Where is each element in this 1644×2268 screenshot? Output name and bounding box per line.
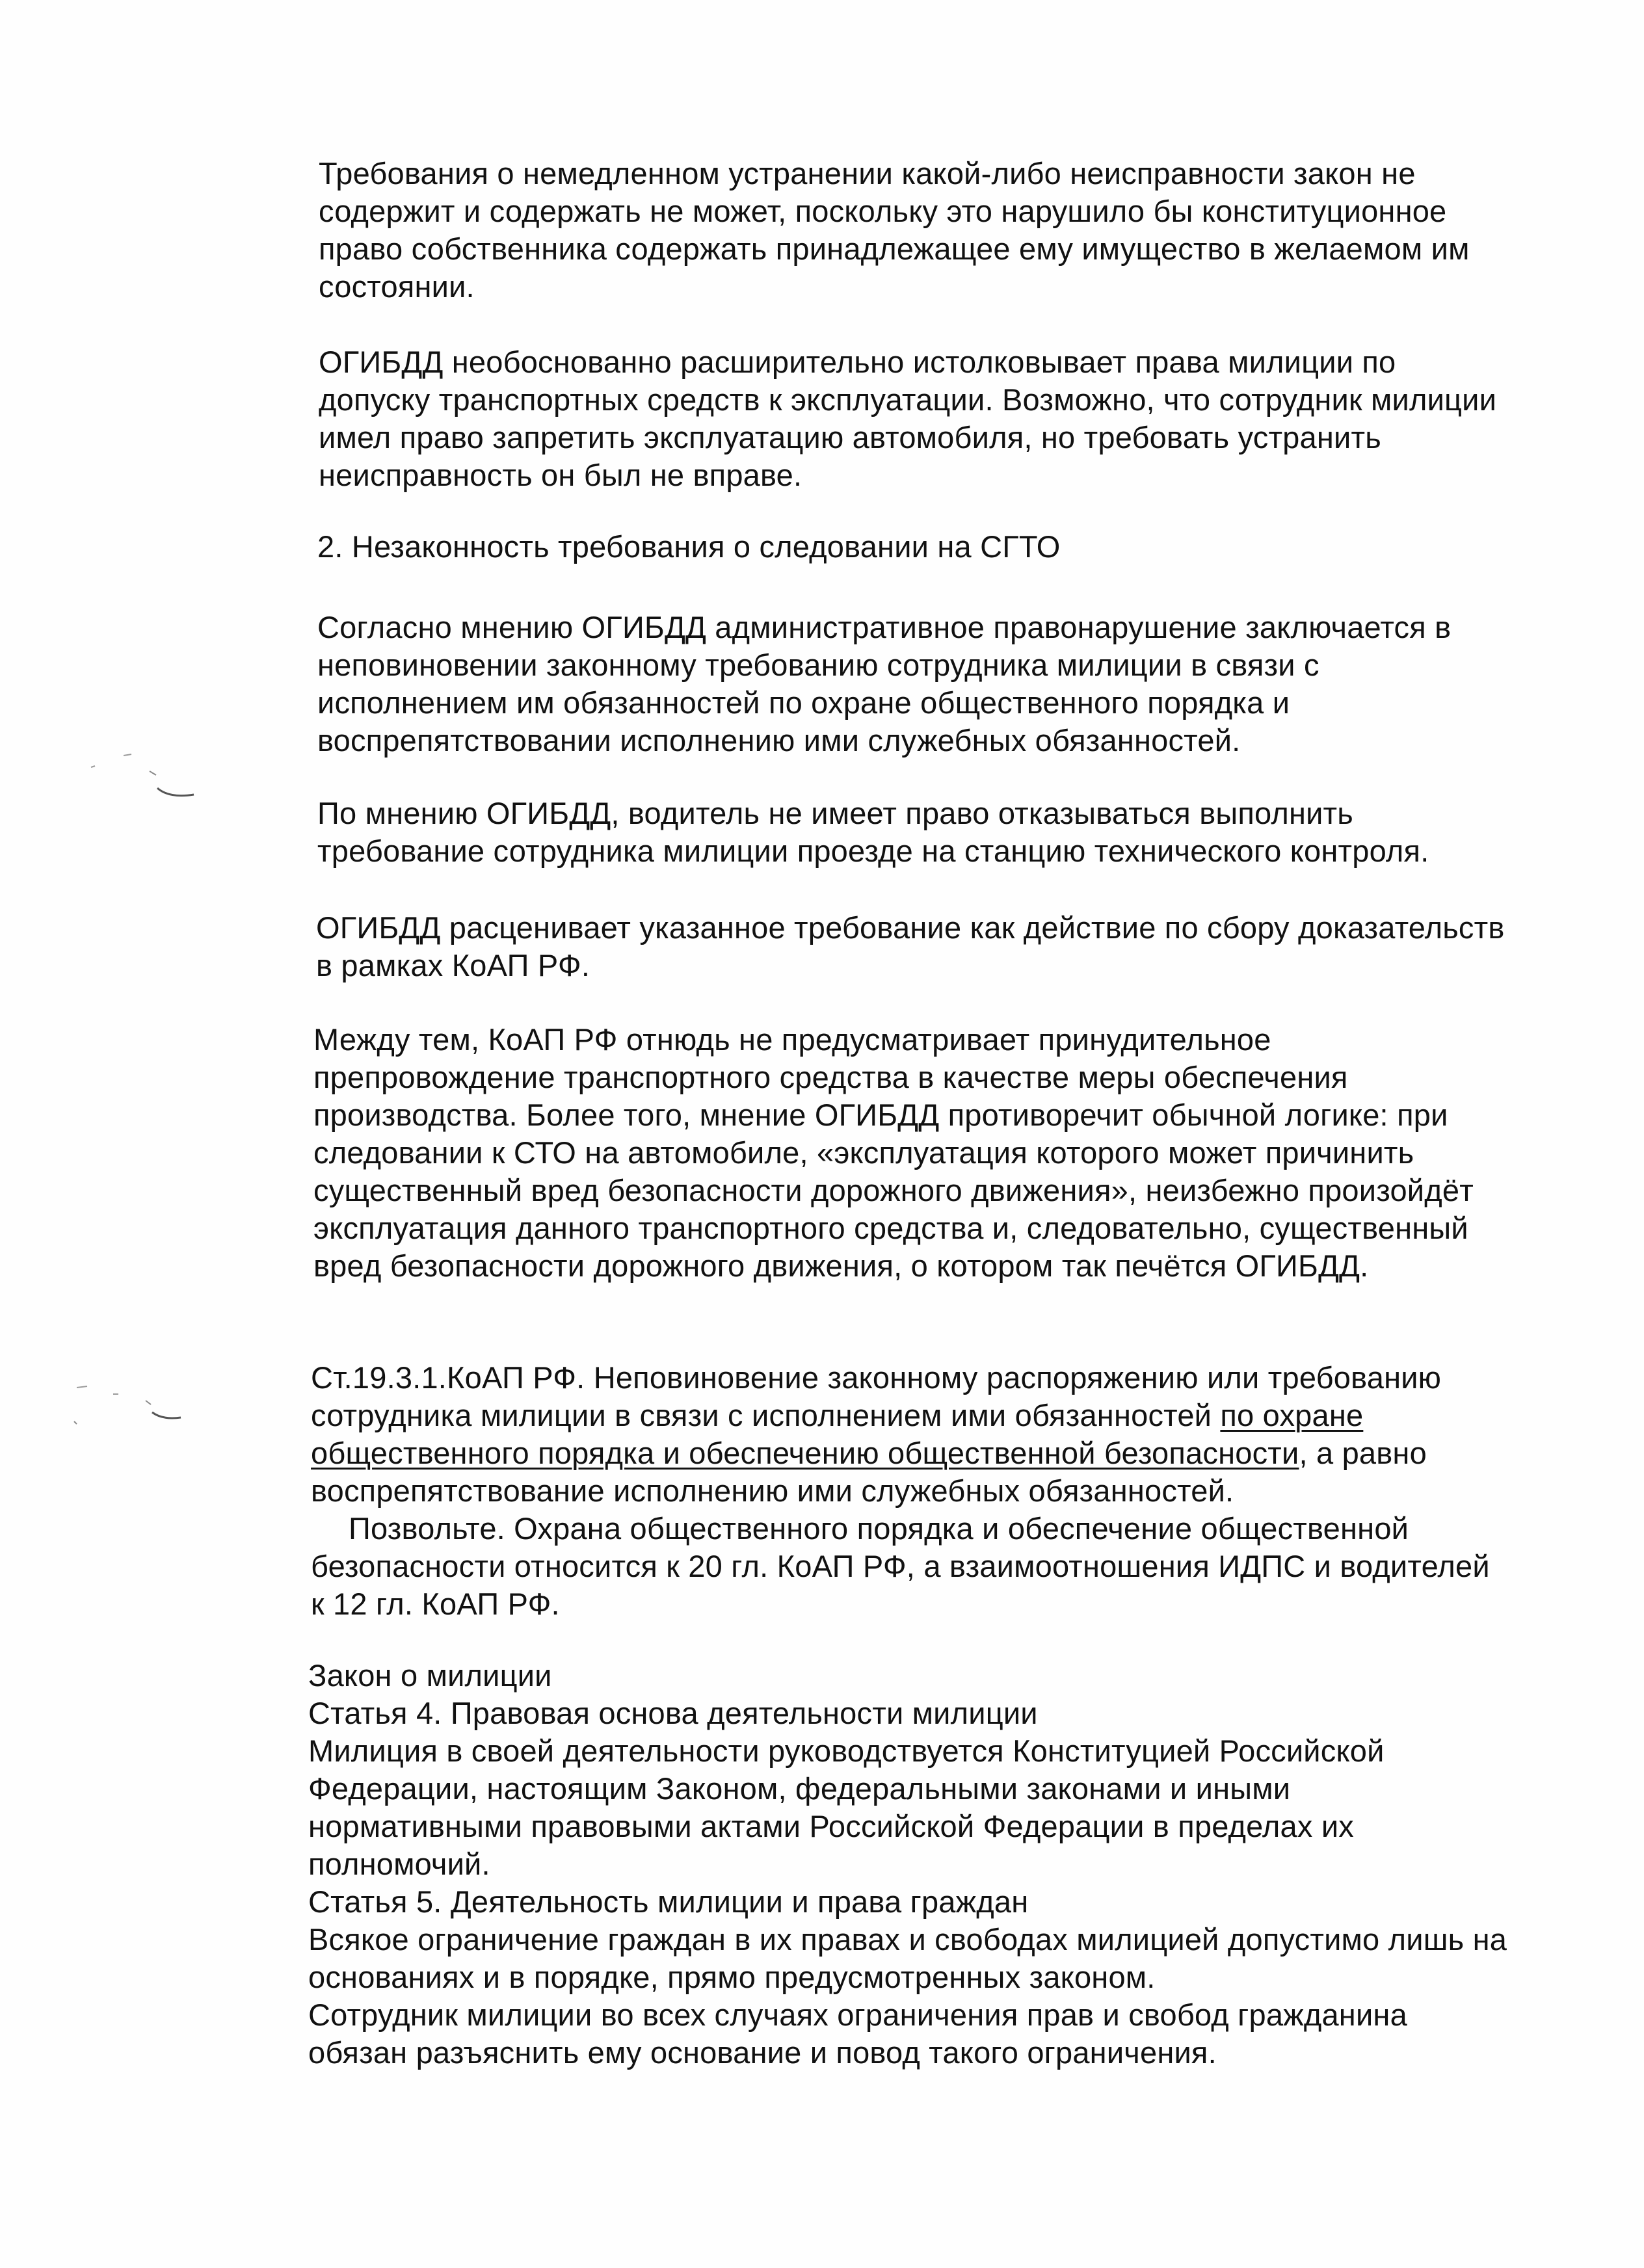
text-line: Позвольте. Охрана общественного порядка и обеспечение общественной — [349, 1511, 1409, 1546]
underlined-text: по охране — [1220, 1398, 1364, 1432]
text-line: препровождение транспортного средства в качестве меры обеспечения — [313, 1060, 1348, 1094]
text-line: следовании к СТО на автомобиле, «эксплуатация которого может причинить — [313, 1135, 1414, 1170]
margin-pencil-mark-lower — [65, 1372, 208, 1450]
text-line: имел право запретить эксплуатацию автомобиля, но требовать устранить — [319, 420, 1381, 455]
text-line: Статья 4. Правовая основа деятельности милиции — [308, 1696, 1038, 1730]
text-line: вред безопасности дорожного движения, о котором так печётся ОГИБДД. — [313, 1248, 1369, 1283]
text-line: полномочий. — [308, 1847, 490, 1881]
text-line: воспрепятствование исполнению ими служебных обязанностей. — [311, 1473, 1234, 1508]
text-line: Статья 5. Деятельность милиции и права граждан — [308, 1884, 1029, 1919]
text-line: неповиновении законному требованию сотрудника милиции в связи с — [317, 648, 1319, 682]
paragraph-ogibdd-interpretation — [319, 343, 1496, 494]
margin-pencil-mark-upper — [85, 741, 215, 819]
section-heading-text: 2. Незаконность требования о следовании на СГТО — [317, 529, 1061, 564]
text-segment: сотрудника милиции в связи с исполнением ими обязанностей — [311, 1398, 1221, 1432]
text-line: производства. Более того, мнение ОГИБДД противоречит обычной логике: при — [313, 1098, 1448, 1132]
text-line: обязан разъяснить ему основание и повод такого ограничения. — [308, 2035, 1217, 2070]
text-line: воспрепятствовании исполнению ими служебных обязанностей. — [317, 723, 1241, 758]
text-line: Между тем, КоАП РФ отнюдь не предусматривает принудительное — [313, 1022, 1271, 1057]
text-line: Всякое ограничение граждан в их правах и свободах милицией допустимо лишь на — [308, 1922, 1507, 1957]
text-line — [311, 1397, 1490, 1434]
text-line: Ст.19.3.1.КоАП РФ. Неповиновение законному распоряжению или требованию — [311, 1360, 1442, 1395]
text-line: безопасности относится к 20 гл. КоАП РФ, а взаимоотношения ИДПС и водителей — [311, 1549, 1490, 1583]
paragraph-driver-refusal — [317, 795, 1429, 870]
text-line: Закон о милиции — [308, 1658, 552, 1693]
paragraph-koap-logic — [313, 1021, 1474, 1285]
paragraph-police-law — [308, 1657, 1507, 2072]
text-line: неисправность он был не вправе. — [319, 458, 802, 492]
paragraph-article-19-3-1 — [311, 1359, 1490, 1623]
section-heading — [317, 528, 1060, 566]
text-segment: , а равно — [1299, 1436, 1427, 1470]
text-line: в рамках КоАП РФ. — [316, 948, 590, 982]
text-line: основаниях и в порядке, прямо предусмотренных законом. — [308, 1960, 1156, 1994]
paragraph-evidence-collection — [316, 909, 1504, 984]
text-line: эксплуатация данного транспортного средства и, следовательно, существенный — [313, 1211, 1468, 1245]
text-line — [311, 1434, 1490, 1472]
text-line: допуску транспортных средств к эксплуатации. Возможно, что сотрудник милиции — [319, 382, 1497, 417]
text-line: состоянии. — [319, 269, 475, 304]
text-line: По мнению ОГИБДД, водитель не имеет право отказываться выполнить — [317, 796, 1353, 830]
paragraph-ogibdd-opinion — [317, 609, 1451, 759]
text-line: Требования о немедленном устранении какой-либо неисправности закон не — [319, 156, 1416, 191]
text-line: Милиция в своей деятельности руководствуется Конституцией Российской — [308, 1734, 1385, 1768]
paragraph-requirement-repair — [319, 155, 1470, 306]
text-line: нормативными правовыми актами Российской Федерации в пределах их — [308, 1809, 1354, 1843]
text-line: существенный вред безопасности дорожного движения», неизбежно произойдёт — [313, 1173, 1474, 1207]
text-line: к 12 гл. КоАП РФ. — [311, 1587, 560, 1621]
text-line: содержит и содержать не может, поскольку это нарушило бы конституционное — [319, 194, 1447, 228]
text-line: Сотрудник милиции во всех случаях ограничения прав и свобод гражданина — [308, 1998, 1407, 2032]
text-line: Федерации, настоящим Законом, федеральными законами и иными — [308, 1771, 1291, 1806]
text-line: исполнением им обязанностей по охране общественного порядка и — [317, 685, 1290, 720]
text-line: ОГИБДД расценивает указанное требование как действие по сбору доказательств — [316, 910, 1505, 945]
text-line: ОГИБДД необоснованно расширительно истолковывает права милиции по — [319, 345, 1396, 379]
text-line: право собственника содержать принадлежащее ему имущество в желаемом им — [319, 231, 1470, 266]
text-line: требование сотрудника милиции проезде на станцию технического контроля. — [317, 834, 1429, 868]
underlined-text: общественного порядка и обеспечению общественной безопасности — [311, 1436, 1299, 1470]
text-line: Согласно мнению ОГИБДД административное правонарушение заключается в — [317, 610, 1452, 644]
